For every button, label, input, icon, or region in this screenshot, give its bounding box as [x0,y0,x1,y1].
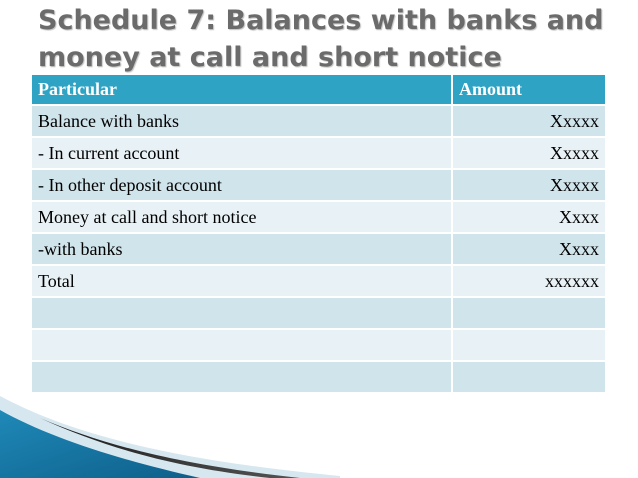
corner-swoosh-decoration [0,388,340,478]
amount-cell: Xxxxx [452,137,606,169]
schedule-table [32,75,607,394]
particular-cell [32,297,452,329]
particular-cell: -with banks [32,233,452,265]
particular-cell: Balance with banks [32,105,452,137]
header-particular: Particular [32,75,452,105]
amount-cell [452,329,606,361]
table-row [32,361,606,393]
amount-cell: Xxxx [452,233,606,265]
particular-cell: - In current account [32,137,452,169]
amount-cell: xxxxxx [452,265,606,297]
table-row [32,169,606,201]
amount-cell [452,361,606,393]
particular-cell: - In other deposit account [32,169,452,201]
particular-cell: Total [32,265,452,297]
particular-cell [32,361,452,393]
title-line-1: Schedule 7: Balances with banks and [38,5,604,36]
header-amount: Amount [452,75,606,105]
table-row [32,233,606,265]
table-row [32,297,606,329]
amount-cell: Xxxxx [452,169,606,201]
slide-title [38,2,618,76]
table-row [32,105,606,137]
title-line-2: money at call and short notice [38,42,502,73]
amount-cell: Xxxxx [452,105,606,137]
table-row [32,265,606,297]
particular-cell [32,329,452,361]
table-row [32,329,606,361]
table-row [32,137,606,169]
table-row [32,201,606,233]
amount-cell: Xxxx [452,201,606,233]
amount-cell [452,297,606,329]
table-header-row [32,75,606,105]
particular-cell: Money at call and short notice [32,201,452,233]
